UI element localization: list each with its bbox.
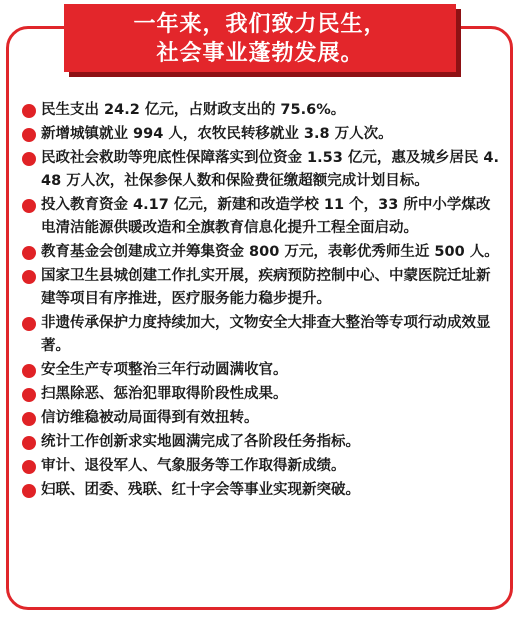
list-item [22,99,502,122]
list-item [22,312,502,358]
bullet-icon [22,460,36,474]
list-item-text: 扫黑除恶、惩治犯罪取得阶段性成果。 [41,386,288,402]
list-item-text: 妇联、团委、残联、红十字会等事业实现新突破。 [41,482,360,498]
list-item [22,265,502,311]
list-item-text: 投入教育资金 4.17 亿元，新建和改造学校 11 个，33 所中小学煤改电清洁能源供暖改造和全旗教育信息化提升工程全面启动。 [41,197,491,236]
bullet-icon [22,246,36,260]
list-item [22,359,502,382]
bullet-icon [22,388,36,402]
title-banner [64,4,456,72]
list-item [22,431,502,454]
bullet-icon [22,199,36,213]
list-item-text: 教育基金会创建成立并筹集资金 800 万元，表彰优秀师生近 500 人。 [41,244,499,260]
list-item-text: 审计、退役军人、气象服务等工作取得新成绩。 [41,458,346,474]
list-item [22,123,502,146]
bullet-icon [22,412,36,426]
bullet-icon [22,128,36,142]
list-item-text: 非遗传承保护力度持续加大，文物安全大排查大整治等专项行动成效显著。 [41,315,491,354]
bullet-icon [22,270,36,284]
bullet-icon [22,104,36,118]
list-item [22,383,502,406]
list-item-text: 国家卫生县城创建工作扎实开展，疾病预防控制中心、中蒙医院迁址新建等项目有序推进，医疗服务能力稳步提升。 [41,268,491,307]
bullet-icon [22,317,36,331]
list-item-text: 民政社会救助等兜底性保障落实到位资金 1.53 亿元，惠及城乡居民 4.48 万人次，社保参保人数和保险费征缴超额完成计划目标。 [41,150,500,189]
list-item [22,241,502,264]
bullet-icon [22,436,36,450]
list-item-text: 民生支出 24.2 亿元，占财政支出的 75.6%。 [41,102,346,118]
banner-title [64,10,456,68]
list-item-text: 新增城镇就业 994 人，农牧民转移就业 3.8 万人次。 [41,126,393,142]
bullet-icon [22,364,36,378]
list-item [22,147,502,193]
bullet-icon [22,484,36,498]
list-item [22,407,502,430]
bullet-icon [22,152,36,166]
achievement-list [22,99,502,503]
list-item-text: 安全生产专项整治三年行动圆满收官。 [41,362,288,378]
list-item-text: 统计工作创新求实地圆满完成了各阶段任务指标。 [41,434,360,450]
list-item [22,479,502,502]
list-item-text: 信访维稳被动局面得到有效扭转。 [41,410,259,426]
banner-title-line-1: 一年来，我们致力民生， [133,12,387,37]
list-item [22,194,502,240]
list-item [22,455,502,478]
banner-title-line-2: 社会事业蓬勃发展。 [156,41,364,66]
